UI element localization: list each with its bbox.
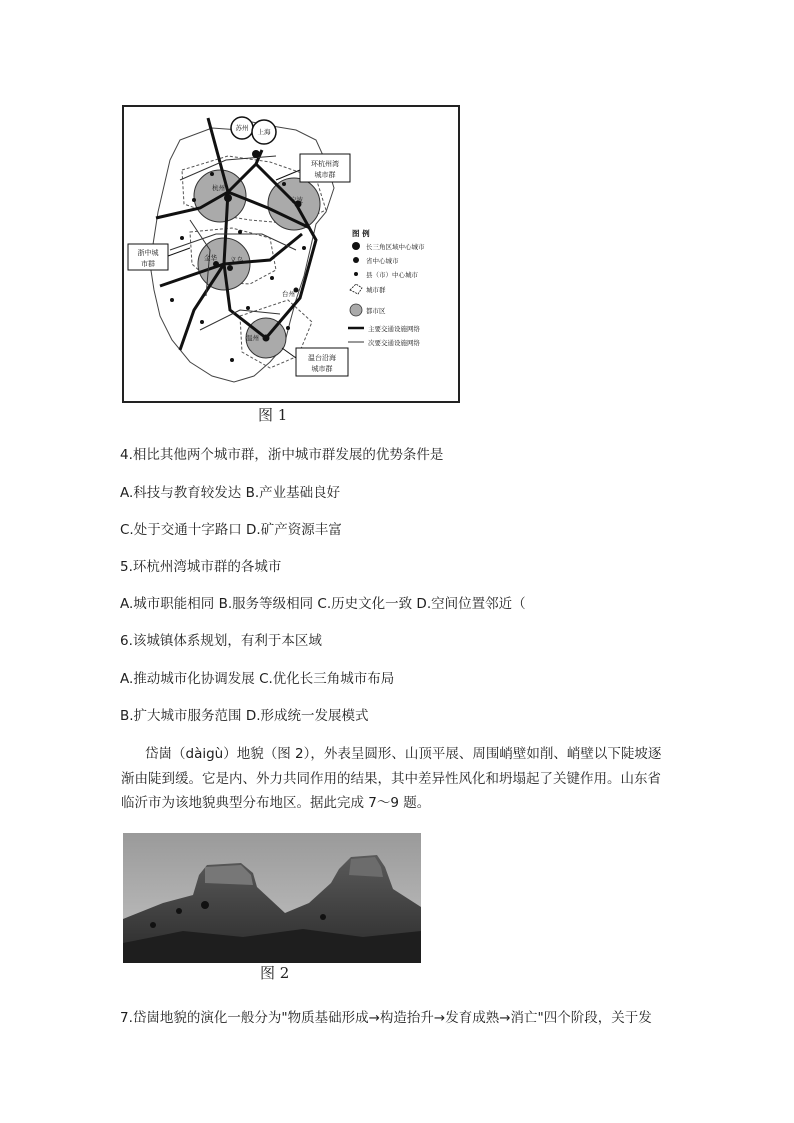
label-taizhou: 台州: [282, 290, 295, 298]
legend-item-metropolitan: 都市区: [366, 307, 386, 315]
figure1-caption: 图 1: [258, 406, 288, 424]
legend-item-main-network: 主要交通设施网络: [368, 325, 420, 333]
question-5-stem: 5.环杭州湾城市群的各城市: [120, 559, 282, 575]
question-6-stem: 6.该城镇体系规划，有利于本区域: [120, 633, 322, 649]
legend-item-county-center: 县（市）中心城市: [366, 271, 418, 279]
legend-item-secondary-network: 次要交通设施网络: [368, 339, 420, 347]
label-wenzhou: 温州: [246, 334, 259, 342]
question-6-options-bd: B.扩大城市服务范围 D.形成统一发展模式: [120, 708, 369, 724]
figure2-caption: 图 2: [260, 964, 290, 982]
question-7-stem: 7.岱崮地貌的演化一般分为"物质基础形成→构造抬升→发育成熟→消亡"四个阶段，关于发: [120, 1010, 652, 1026]
group-huanhang-line1: 环杭州湾: [311, 160, 339, 168]
legend-title: 图 例: [352, 229, 370, 238]
label-jinhua: 金华: [204, 254, 217, 262]
label-hangzhou: 杭州: [212, 184, 225, 192]
group-wentai-line1: 温台沿海: [308, 354, 336, 362]
passage-line-1: 岱崮（dàigù）地貌（图 2），外表呈圆形、山顶平展、周围峭壁如削、峭壁以下陡坡逐: [145, 746, 662, 762]
label-shanghai: 上海: [257, 128, 271, 136]
group-huanhang-line2: 城市群: [314, 171, 336, 179]
label-ningbo: 宁波: [290, 196, 303, 204]
group-wentai-line2: 城市群: [311, 365, 333, 373]
question-5-options: A.城市职能相同 B.服务等级相同 C.历史文化一致 D.空间位置邻近（: [120, 596, 526, 612]
label-yiwu: 义乌: [230, 256, 243, 264]
legend-item-provincial-center: 省中心城市: [366, 257, 399, 265]
question-4-options-cd: C.处于交通十字路口 D.矿产资源丰富: [120, 522, 342, 538]
figure2-photo: [123, 833, 421, 963]
passage: [121, 742, 677, 816]
figure1-map: [120, 100, 462, 420]
group-zhezhong-line1: 浙中城: [137, 249, 159, 257]
legend-item-agglomeration: 城市群: [366, 286, 386, 294]
question-6-options-ac: A.推动城市化协调发展 C.优化长三角城市布局: [120, 671, 395, 687]
question-4-stem: 4.相比其他两个城市群，浙中城市群发展的优势条件是: [120, 447, 444, 463]
legend-item-regional-center: 长三角区域中心城市: [366, 243, 425, 251]
passage-line-2: 渐由陡到缓。它是内、外力共同作用的结果，其中差异性风化和坍塌起了关键作用。山东省: [121, 770, 661, 787]
label-suzhou: 苏州: [235, 124, 249, 132]
group-zhezhong-line2: 市群: [141, 260, 155, 268]
passage-line-3: 临沂市为该地貌典型分布地区。据此完成 7～9 题。: [121, 795, 431, 811]
question-4-options-ab: A.科技与教育较发达 B.产业基础良好: [120, 485, 341, 501]
